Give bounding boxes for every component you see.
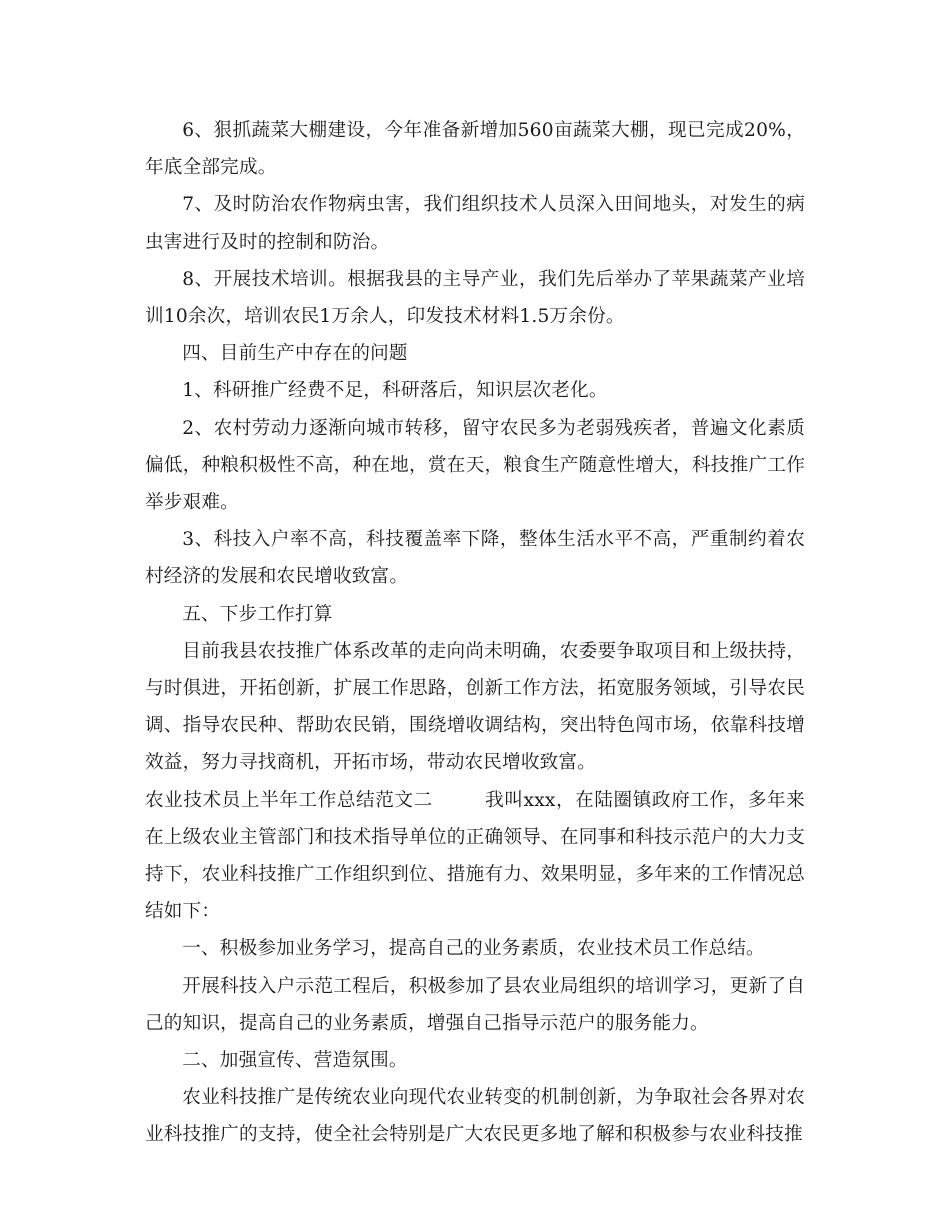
section-heading-study: 一、积极参加业务学习，提高自己的业务素质，农业技术员工作总结。 bbox=[182, 938, 765, 960]
section2-intro: 我叫xxx，在陆圈镇政府工作，多年来在上级农业主管部门和技术指导单位的正确领导、在同事和科技示范户的大力支持下，农业科技推广工作组织到位、措施有力、效果明显，多年来的工作情况总结如下： bbox=[145, 789, 805, 923]
paragraph-item-6: 6、狠抓蔬菜大棚建设，今年准备新增加560亩蔬菜大棚，现已完成20%，年底全部完成。 bbox=[145, 120, 805, 179]
paragraph-item-7: 7、及时防治农作物病虫害，我们组织技术人员深入田间地头，对发生的病虫害进行及时的控制和防治。 bbox=[145, 194, 805, 253]
section-heading-next-steps: 五、下步工作打算 bbox=[182, 603, 333, 625]
paragraph-item-8: 8、开展技术培训。根据我县的主导产业，我们先后举办了苹果蔬菜产业培训10余次，培训农民1万余人，印发技术材料1.5万余份。 bbox=[145, 268, 805, 328]
paragraph-problem-1: 1、科研推广经费不足，科研落后，知识层次老化。 bbox=[182, 380, 608, 402]
paragraph-publicity: 农业科技推广是传统农业向现代农业转变的机制创新，为争取社会各界对农业科技推广的支持，使全社会特别是广大农民更多地了解和积极参与农业科技推 bbox=[145, 1087, 805, 1146]
paragraph-study: 开展科技入户示范工程后，积极参加了县农业局组织的培训学习，更新了自己的知识，提高自己的业务素质，增强自己指导示范户的服务能力。 bbox=[145, 975, 805, 1034]
document-body bbox=[145, 112, 805, 1154]
section2-paragraph bbox=[145, 782, 805, 931]
paragraph-problem-3: 3、科技入户率不高，科技覆盖率下降，整体生活水平不高，严重制约着农村经济的发展和农民增收致富。 bbox=[145, 529, 805, 588]
section-heading-problems: 四、目前生产中存在的问题 bbox=[182, 343, 408, 365]
section2-title: 农业技术员上半年工作总结范文二 bbox=[145, 789, 433, 811]
paragraph-next-steps: 目前我县农技推广体系改革的走向尚未明确，农委要争取项目和上级扶持，与时俱进，开拓创新，扩展工作思路，创新工作方法，拓宽服务领域，引导农民调、指导农民种、帮助农民销，围绕增收调结构，突出特色闯市场，依靠科技增效益，努力寻找商机，开拓市场，带动农民增收致富。 bbox=[145, 640, 805, 774]
paragraph-problem-2: 2、农村劳动力逐渐向城市转移，留守农民多为老弱残疾者，普遍文化素质偏低，种粮积极性不高，种在地，赏在天，粮食生产随意性增大，科技推广工作举步艰难。 bbox=[145, 417, 805, 514]
section-heading-publicity: 二、加强宣传、营造氛围。 bbox=[182, 1050, 408, 1072]
